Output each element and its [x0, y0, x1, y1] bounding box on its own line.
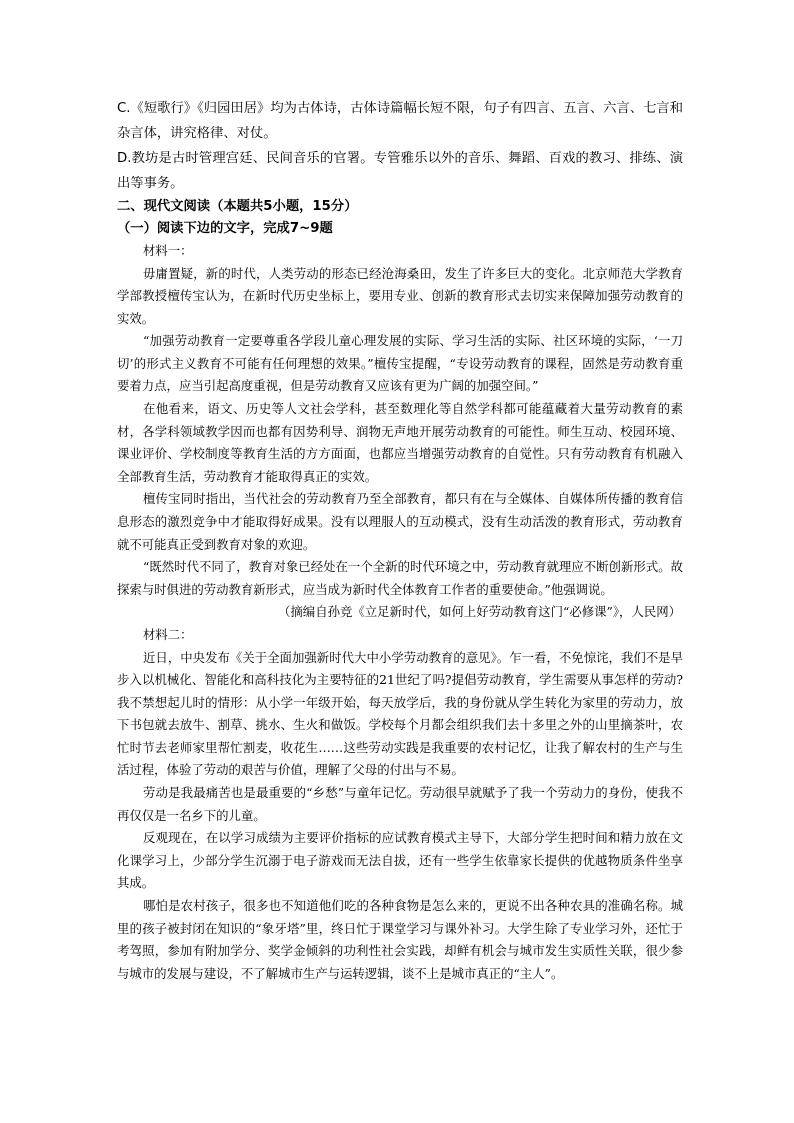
material2-paragraph: 劳动是我最痛苦也是最重要的“乡愁”与童年记忆。劳动很早就赋予了我一个劳动力的身份，使我不再仅仅是一名乡下的儿童。	[117, 785, 683, 823]
material1-paragraph: “加强劳动教育一定要尊重各学段儿童心理发展的实际、学习生活的实际、社区环境的实际，‘一刀切’的形式主义教育不可能有任何理想的效果。”檀传宝提醒，“专设劳动教育的课程，固然是劳动教育重要着力点，应当引起高度重视，但是劳动教育又应该有更为广阔的加强空间。”	[117, 333, 683, 394]
material1-paragraph: “既然时代不同了，教育对象已经处在一个全新的时代环境之中，劳动教育就理应不断创新形式。故探索与时俱进的劳动教育新形式，应当成为新时代全体教育工作者的重要使命。”他强调说。	[117, 559, 683, 597]
material1-paragraph: 毋庸置疑，新的时代，人类劳动的形态已经沧海桑田，发生了许多巨大的变化。北京师范大学教育学部教授檀传宝认为，在新时代历史坐标上，要用专业、创新的教育形式去切实来保障加强劳动教育的实效。	[117, 265, 683, 326]
material1-paragraph: 檀传宝同时指出，当代社会的劳动教育乃至全部教育，都只有在与全媒体、自媒体所传播的教育信息形态的激烈竞争中才能取得好成果。没有以理服人的互动模式，没有生动活泼的教育形式，劳动教育就不可能真正受到教育对象的欢迎。	[117, 491, 683, 552]
material2-paragraph: 哪怕是农村孩子，很多也不知道他们吃的各种食物是怎么来的，更说不出各种农具的准确名称。城里的孩子被封闭在知识的“象牙塔”里，终日忙于课堂学习与课外补习。大学生除了专业学习外，还忙于考驾照，参加有附加学分、奖学金倾斜的功利性社会实践，却鲜有机会与城市发生实质性关联，很少参与城市的发展与建设，不了解城市生产与运转逻辑，谈不上是城市真正的“主人”。	[117, 898, 683, 981]
material1-paragraph: 在他看来，语文、历史等人文社会学科，甚至数理化等自然学科都可能蕴藏着大量劳动教育的素材，各学科领域教学因而也都有因势利导、润物无声地开展劳动教育的可能性。师生互动、校园环境、课业评价、学校制度等教育生活的方方面面，也都应当增强劳动教育的自觉性。只有劳动教育有机融入全部教育生活，劳动教育才能取得真正的实效。	[117, 401, 683, 484]
option-d: D.教坊是古时管理宫廷、民间音乐的官署。专管雅乐以外的音乐、舞蹈、百戏的教习、排练、演出等事务。	[117, 151, 683, 191]
material2-paragraph: 反观现在，在以学习成绩为主要评价指标的应试教育模式主导下，大部分学生把时间和精力放在文化课学习上，少部分学生沉溺于电子游戏而无法自拔，还有一些学生依靠家长提供的优越物质条件坐享其成。	[117, 830, 683, 891]
material2-paragraph: 近日，中央发布《关于全面加强新时代大中小学劳动教育的意见》。乍一看，不免惊诧，我们不是早步入以机械化、智能化和高科技化为主要特征的21世纪了吗?提倡劳动教育，学生需要从事怎样的劳动?我不禁想起儿时的情形：从小学一年级开始，每天放学后，我的身份就从学生转化为家里的劳动力，放下书包就去放牛、割草、挑水、生火和做饭。学校每个月都会组织我们去十多里之外的山里摘茶叶，农忙时节去老师家里帮忙割麦，收花生……这些劳动实践是我重要的农村记忆，让我了解农村的生产与生活过程，体验了劳动的艰苦与价值，理解了父母的付出与不易。	[117, 649, 683, 778]
subsection-title: （一）阅读下边的文字，完成7~9题	[117, 221, 333, 236]
document-page	[117, 96, 683, 985]
section-title: 二、现代文阅读（本题共5小题，15分）	[117, 199, 358, 214]
material1-label: 材料一：	[143, 243, 193, 258]
option-c: C.《短歌行》《归园田居》均为古体诗，古体诗篇幅长短不限，句子有四言、五言、六言、七言和杂言体，讲究格律、对仗。	[117, 101, 683, 141]
material1-source: （摘编自孙竞《立足新时代，如何上好劳动教育这门“必修课”》，人民网）	[278, 604, 681, 620]
material2-label: 材料二：	[143, 627, 193, 642]
